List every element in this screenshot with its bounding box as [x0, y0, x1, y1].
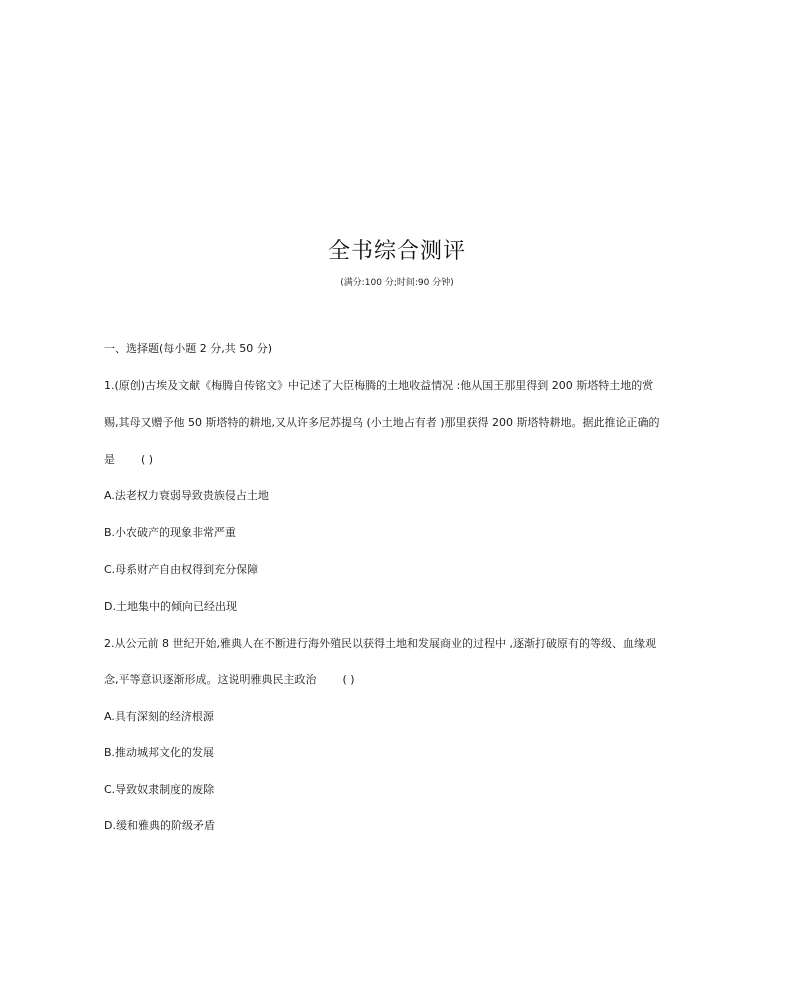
question-2-line-1: 2.从公元前 8 世纪开始,雅典人在不断进行海外殖民以获得土地和发展商业的过程中 ,逐渐打破原有的等级、血缘观 [104, 637, 656, 650]
answer-bracket-1: ( ) [141, 453, 154, 466]
question-1-line-1: 1.(原创)古埃及文献《梅腾自传铭文》中记述了大臣梅腾的土地收益情况 :他从国王那里得到 200 斯塔特土地的赏 [104, 379, 654, 392]
question-2-stem-end: 念,平等意识逐渐形成。这说明雅典民主政治 [104, 673, 317, 686]
answer-bracket-2: ( ) [342, 673, 355, 686]
question-1-line-3 [104, 453, 153, 467]
question-1-option-d: D.土地集中的倾向已经出现 [104, 600, 237, 613]
question-1-option-c: C.母系财产自由权得到充分保障 [104, 563, 259, 576]
question-2-option-d: D.缓和雅典的阶级矛盾 [104, 819, 215, 832]
question-2-option-b: B.推动城邦文化的发展 [104, 746, 215, 759]
question-1-option-a: A.法老权力衰弱导致贵族侵占土地 [104, 489, 269, 502]
page-subtitle: (满分:100 分;时间:90 分钟) [340, 278, 454, 288]
page-title: 全书综合测评 [327, 239, 466, 264]
question-1-stem-end: 是 [104, 453, 115, 466]
question-2-line-2 [104, 673, 355, 687]
question-2-option-a: A.具有深刻的经济根源 [104, 710, 214, 723]
question-1-option-b: B.小农破产的现象非常严重 [104, 526, 237, 539]
question-1-line-2: 赐,其母又赠予他 50 斯塔特的耕地,又从许多尼苏提乌 (小土地占有者 )那里获得 200 斯塔特耕地。据此推论正确的 [104, 416, 660, 429]
question-2-option-c: C.导致奴隶制度的废除 [104, 783, 215, 796]
section-heading: 一、选择题(每小题 2 分,共 50 分) [104, 342, 273, 355]
